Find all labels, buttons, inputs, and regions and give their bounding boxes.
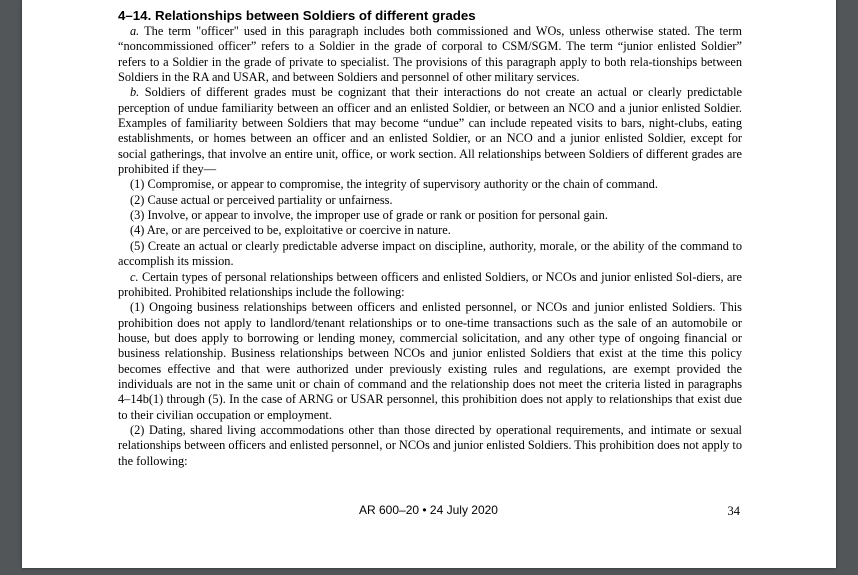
paragraph-text: Certain types of personal relationships between officers and enlisted Soldiers, or NCOs and junior enlisted Sol-diers, are prohibited. Prohibited relationships include the following: (118, 269, 743, 299)
paragraph-marker: (2) (130, 422, 145, 437)
paragraph-text: Soldiers of different grades must be cognizant that their interactions do not create an actual or clearly predictable perception of undue familiarity between an officer and an enlisted Soldier, or between an NCO and a junior enlisted Soldier. Examples of familiarity between Soldiers that may become “undue” can include repeated visits to bars, night-clubs, eating establishments, or homes between an officer and an enlisted Soldier, or an NCO and a junior enlisted Soldier, except for social gatherings, that involve an entire unit, office, or work section. All relationships between Soldiers of different grades are prohibited if they— (118, 85, 742, 177)
paragraph-c1 (118, 300, 742, 423)
paragraph-marker: c. (130, 269, 139, 284)
paragraph-b5 (118, 239, 742, 270)
footer-page-number: 34 (727, 504, 740, 518)
paragraph-marker: (4) (130, 223, 145, 238)
paragraph-b (118, 85, 742, 177)
document-page (22, 0, 836, 568)
paragraph-b1 (118, 177, 742, 192)
paragraph-b3 (118, 208, 742, 223)
section-heading (118, 8, 742, 24)
paragraph-text: Ongoing business relationships between officers and enlisted personnel, or NCOs and junior enlisted Soldiers. This prohibition does not apply to landlord/tenant relationships or to one-time transactions such as the sale of an automobile or house, but does apply to borrowing or lending money, commercial solicitation, and any other type of ongoing financial or business relationship. Business relationships between NCOs and junior enlisted Soldiers that exist at the time this policy becomes effective and that were authorized under previously existing rules and regulations, are exempt provided the individuals are not in the same unit or chain of command and the relationship does not meet the criteria listed in paragraphs 4–14b(1) through (5). In the case of ARNG or USAR personnel, this prohibition does not apply to relationships that exist due to their civilian occupation or employment. (118, 300, 742, 422)
section-title: Relationships between Soldiers of different grades (154, 8, 476, 23)
paragraph-text: Dating, shared living accommodations other than those directed by operational requirements, and intimate or sexual relationships between officers and enlisted personnel, or NCOs and junior enlisted Soldiers. This prohibition does not apply to the following: (118, 422, 742, 468)
paragraph-text: Are, or are perceived to be, exploitative or coercive in nature. (146, 223, 451, 238)
paragraph-text: Create an actual or clearly predictable adverse impact on discipline, authority, morale, or the ability of the command to accomplish its mission. (118, 238, 742, 269)
paragraph-marker: a. (130, 24, 140, 38)
paragraph-c2 (118, 423, 742, 469)
footer-document-id: AR 600–20 • 24 July 2020 (359, 503, 498, 517)
paragraph-marker: b. (130, 85, 140, 100)
paragraph-c (118, 270, 742, 301)
paragraph-text: Cause actual or perceived partiality or unfairness. (147, 192, 393, 207)
paragraph-b2 (118, 193, 742, 208)
section-number: 4–14. (118, 8, 152, 23)
paragraph-marker: (1) (130, 300, 145, 315)
page-content (118, 8, 742, 469)
paragraph-marker: (3) (130, 208, 145, 223)
paragraph-b4 (118, 223, 742, 238)
paragraph-marker: (5) (130, 238, 145, 253)
paragraph-text: Compromise, or appear to compromise, the integrity of supervisory authority or the chain of command. (147, 177, 658, 192)
paragraph-marker: (2) (130, 192, 145, 207)
paragraph-text: The term "officer" used in this paragraph includes both commissioned and WOs, unless otherwise stated. The term “noncommissioned officer” refers to a Soldier in the grade of corporal to CSM/SGM. The term “junior enlisted Soldier” refers to a Soldier in the grade of private to specialist. The provisions of this paragraph apply to both rela-tionships between Soldiers in the RA and USAR, and between Soldiers and personnel of other military services. (118, 24, 742, 85)
paragraph-a (118, 24, 742, 85)
paragraph-text: Involve, or appear to involve, the improper use of grade or rank or position for personal gain. (147, 208, 608, 223)
paragraph-marker: (1) (130, 177, 145, 192)
scrollbar[interactable] (852, 0, 858, 575)
